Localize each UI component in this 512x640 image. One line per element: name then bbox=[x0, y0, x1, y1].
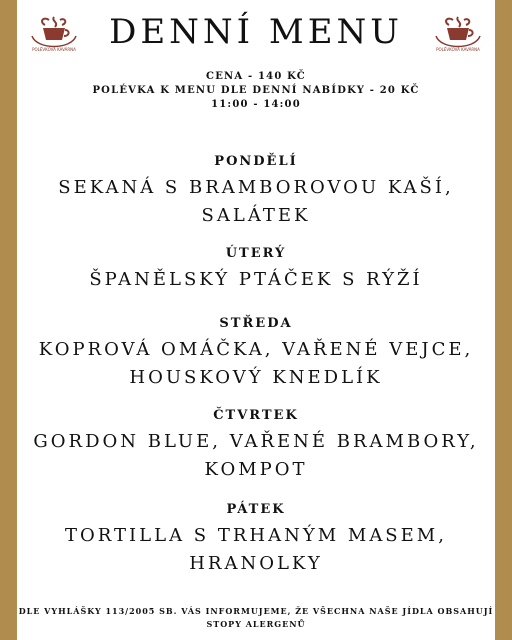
dish-friday bbox=[17, 522, 495, 578]
day-thursday: ČTVRTEK bbox=[213, 408, 299, 423]
svg-text:POLÉVKOVÁ KAVÁRNA: POLÉVKOVÁ KAVÁRNA bbox=[436, 47, 480, 52]
dish-line: HOUSKOVÝ KNEDLÍK bbox=[129, 367, 383, 388]
dish-thursday bbox=[17, 428, 495, 484]
allergen-notice-line: DLE VYHLÁŠKY 113/2005 SB. VÁS INFORMUJEME, ŽE VŠECHNA NAŠE JÍDLA OBSAHUJÍ bbox=[18, 606, 494, 616]
dish-line: KOPROVÁ OMÁČKA, VAŘENÉ VEJCE, bbox=[38, 339, 474, 360]
allergen-notice-line: STOPY ALERGENŮ bbox=[206, 619, 306, 629]
dish-line: HRANOLKY bbox=[189, 553, 323, 574]
page-title: DENNÍ MENU bbox=[109, 12, 403, 52]
price-text: CENA - 140 KČ bbox=[206, 71, 306, 82]
cafe-logo-icon bbox=[433, 14, 483, 54]
menu-info bbox=[17, 70, 495, 112]
day-friday: PÁTEK bbox=[226, 502, 286, 517]
day-tuesday: ÚTERÝ bbox=[225, 246, 287, 261]
dish-wednesday bbox=[17, 336, 495, 392]
dish-line: TORTILLA S TRHANÝM MASEM, bbox=[65, 525, 447, 546]
day-monday: PONDĚLÍ bbox=[214, 154, 298, 169]
dish-line: SALÁTEK bbox=[201, 205, 311, 226]
dish-line: ŠPANĚLSKÝ PTÁČEK S RÝŽÍ bbox=[89, 269, 423, 290]
dish-line: KOMPOT bbox=[204, 459, 308, 480]
dish-monday bbox=[17, 174, 495, 230]
svg-text:POLÉVKOVÁ KAVÁRNA: POLÉVKOVÁ KAVÁRNA bbox=[32, 47, 76, 52]
dish-line: GORDON BLUE, VAŘENÉ BRAMBORY, bbox=[33, 431, 479, 452]
dish-line: SEKANÁ S BRAMBOROVOU KAŠÍ, bbox=[58, 177, 454, 198]
dish-tuesday bbox=[17, 266, 495, 294]
allergen-notice bbox=[17, 605, 495, 631]
hours-text: 11:00 - 14:00 bbox=[211, 99, 301, 110]
day-wednesday: STŘEDA bbox=[219, 316, 293, 331]
soup-text: POLÉVKA K MENU DLE DENNÍ NABÍDKY - 20 KČ bbox=[92, 85, 420, 96]
menu-page bbox=[17, 0, 495, 640]
